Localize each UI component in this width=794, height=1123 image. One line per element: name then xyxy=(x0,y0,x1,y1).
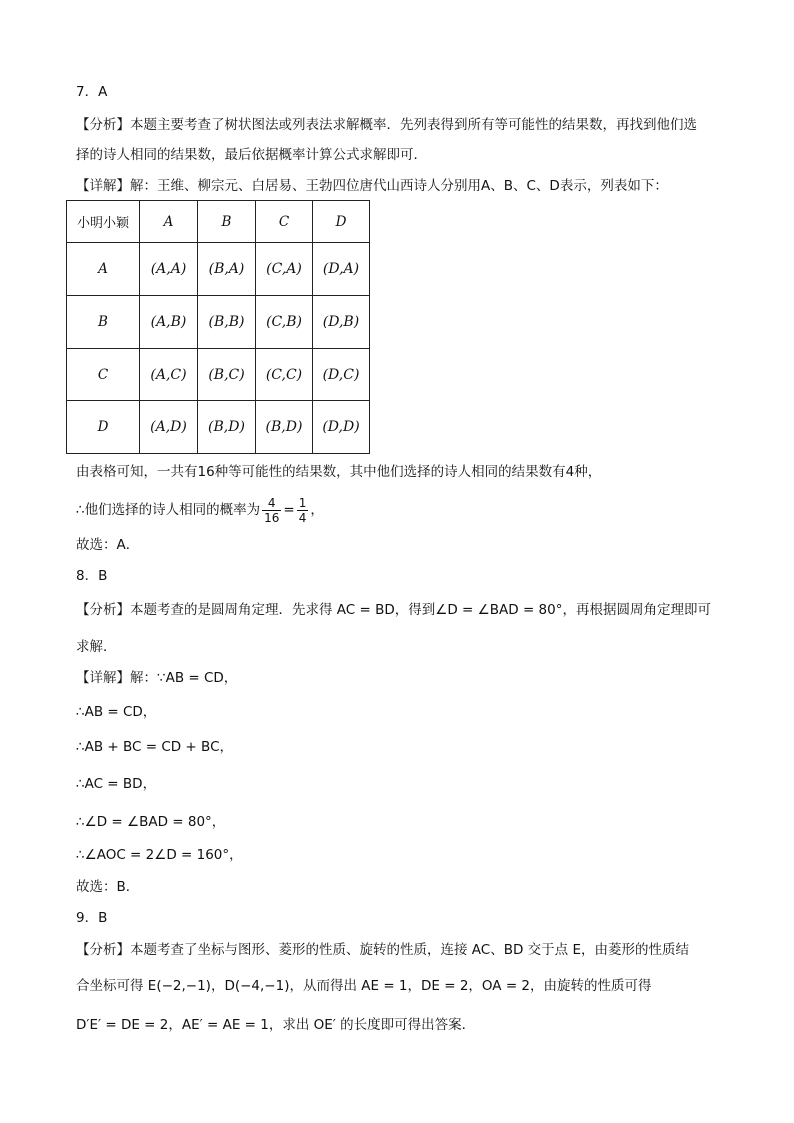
table-col-header: B xyxy=(198,201,256,243)
table-col-header: C xyxy=(256,201,313,243)
q7-probability-prefix: ∴他们选择的诗人相同的概率为 xyxy=(76,502,261,518)
table-cell: (B,C) xyxy=(198,349,256,401)
table-cell: (A,B) xyxy=(140,296,198,349)
table-row xyxy=(67,296,370,349)
table-row-header: A xyxy=(67,243,140,296)
q8-answer: 故选：B． xyxy=(76,879,140,895)
q8-analysis-line-1: 【分析】本题考查的是圆周角定理．先求得 AC = BD，得到∠D = ∠BAD = 80°，再根据圆周角定理即可 xyxy=(76,602,711,618)
table-col-header: A xyxy=(140,201,198,243)
equals-sign: = xyxy=(283,502,295,518)
fraction-4-16 xyxy=(262,496,281,525)
table-cell: (D,D) xyxy=(313,401,370,454)
q8-step-2: ∴AB = CD， xyxy=(76,704,157,720)
table-row xyxy=(67,243,370,296)
table-cell: (C,A) xyxy=(256,243,313,296)
q7-analysis-line-2: 择的诗人相同的结果数，最后依据概率计算公式求解即可． xyxy=(76,147,427,163)
q9-heading: 9．B xyxy=(76,910,108,926)
table-col-header: D xyxy=(313,201,370,243)
table-cell: (C,C) xyxy=(256,349,313,401)
table-cell: (B,D) xyxy=(198,401,256,454)
table-cell: (A,C) xyxy=(140,349,198,401)
q9-analysis-line-1: 【分析】本题考查了坐标与图形、菱形的性质、旋转的性质，连接 AC、BD 交于点 E，由菱形的性质结 xyxy=(76,942,689,958)
fraction-1-4 xyxy=(297,496,309,525)
table-corner-cell: 小明小颖 xyxy=(67,201,140,243)
q8-step-5: ∴∠D = ∠BAD = 80°， xyxy=(76,814,226,830)
q7-analysis-line-1: 【分析】本题主要考查了树状图法或列表法求解概率．先列表得到所有等可能性的结果数，再找到他们选 xyxy=(76,117,697,133)
table-cell: (B,A) xyxy=(198,243,256,296)
outcome-table xyxy=(66,200,370,454)
q8-step-4: ∴AC = BD， xyxy=(76,776,157,792)
q7-detail-line: 【详解】解：王维、柳宗元、白居易、王勃四位唐代山西诗人分别用A、B、C、D表示，列表如下： xyxy=(76,178,668,194)
fraction-numerator: 4 xyxy=(262,496,281,511)
table-cell: (D,B) xyxy=(313,296,370,349)
table-row xyxy=(67,349,370,401)
table-cell: (B,B) xyxy=(198,296,256,349)
table-cell: (A,D) xyxy=(140,401,198,454)
table-row xyxy=(67,401,370,454)
table-cell: (D,C) xyxy=(313,349,370,401)
q9-analysis-line-3: D′E′ = DE = 2，AE′ = AE = 1，求出 OE′ 的长度即可得出答案． xyxy=(76,1017,476,1033)
q8-heading: 8．B xyxy=(76,568,108,584)
fraction-numerator: 1 xyxy=(298,495,307,510)
q7-probability-line xyxy=(76,494,324,526)
table-row-header: B xyxy=(67,296,140,349)
fraction-denominator: 16 xyxy=(264,510,280,525)
q8-analysis-line-2: 求解． xyxy=(76,639,117,655)
q9-analysis-line-2: 合坐标可得 E(−2,−1)，D(−4,−1)，从而得出 AE = 1，DE = 2，OA = 2，由旋转的性质可得 xyxy=(76,978,652,994)
table-cell: (D,A) xyxy=(313,243,370,296)
q7-answer: 故选：A． xyxy=(76,537,140,553)
q8-step-3: ∴AB + BC = CD + BC， xyxy=(76,739,233,755)
fraction-denominator: 4 xyxy=(298,510,307,525)
table-header-row xyxy=(67,201,370,243)
table-cell: (C,B) xyxy=(256,296,313,349)
table-cell: (B,D) xyxy=(256,401,313,454)
q7-heading: 7．A xyxy=(76,84,108,100)
q8-step-6: ∴∠AOC = 2∠D = 160°， xyxy=(76,847,243,863)
q7-probability-suffix: ， xyxy=(310,502,324,518)
q8-step-1: 【详解】解：∵AB = CD， xyxy=(76,670,238,686)
table-row-header: D xyxy=(67,401,140,454)
table-cell: (A,A) xyxy=(140,243,198,296)
q7-result-line: 由表格可知，一共有16种等可能性的结果数，其中他们选择的诗人相同的结果数有4种， xyxy=(76,464,602,480)
table-row-header: C xyxy=(67,349,140,401)
